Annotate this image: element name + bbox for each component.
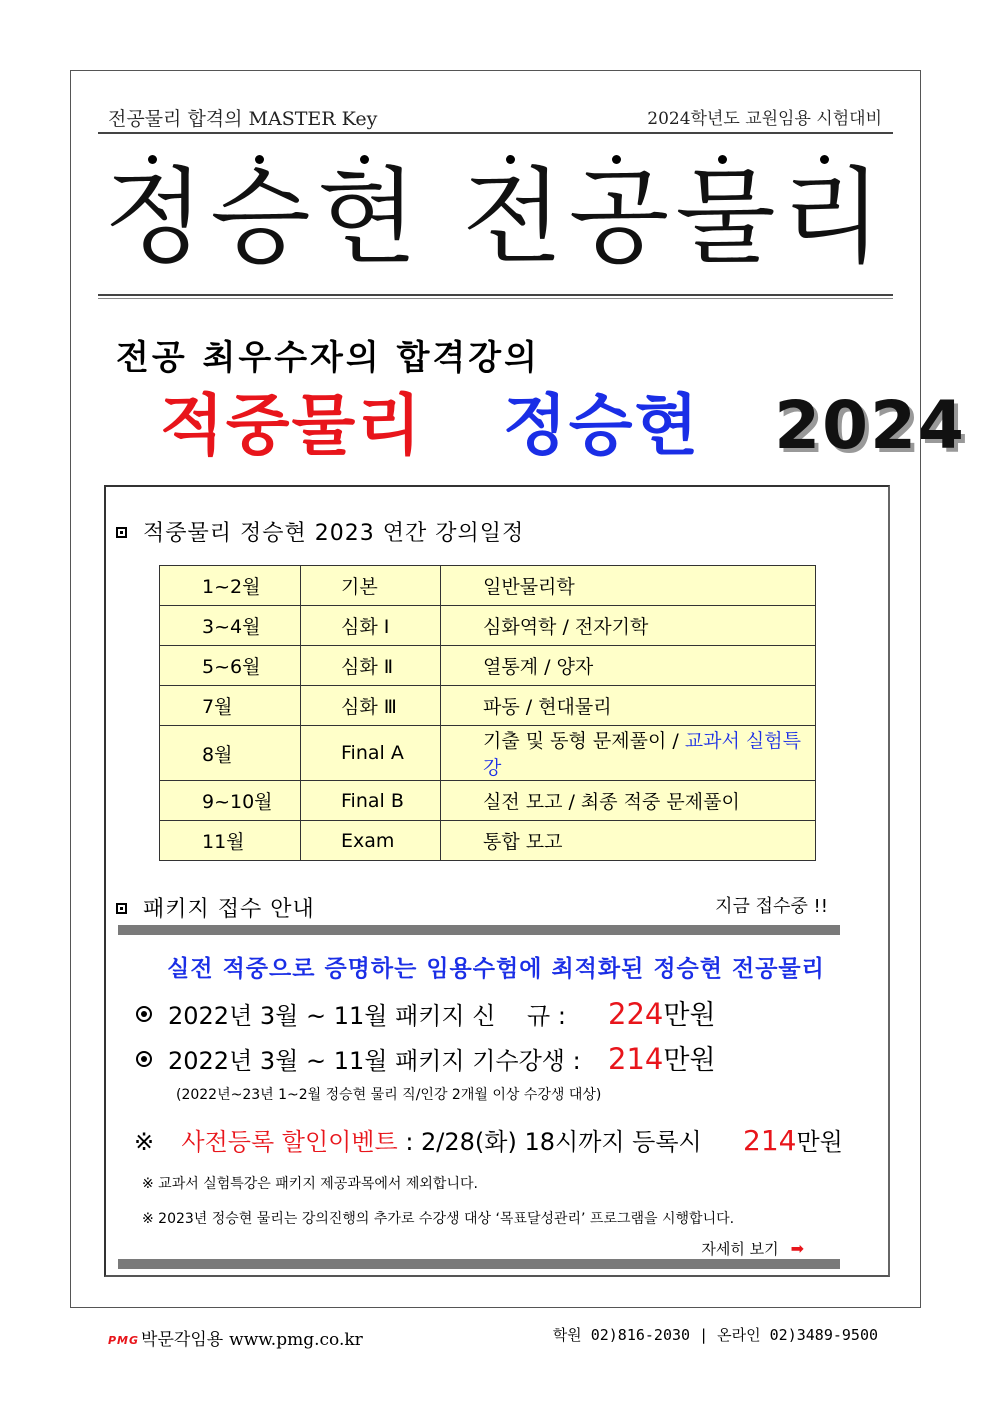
square-bullet-icon <box>116 903 127 914</box>
schedule-level: Exam <box>301 821 441 861</box>
view-details-link[interactable]: 자세히 보기 ➡ <box>701 1239 804 1258</box>
schedule-month: 7월 <box>160 686 301 726</box>
schedule-month: 9~10월 <box>160 781 301 821</box>
schedule-level: 심화 Ⅰ <box>301 606 441 646</box>
brand-name: 박문각임용 <box>141 1330 224 1350</box>
note-lab-lecture: ※ 교과서 실험특강은 패키지 제공과목에서 제외합니다. <box>142 1176 478 1192</box>
schedule-level: 심화 Ⅱ <box>301 646 441 686</box>
table-row <box>160 686 816 726</box>
package-title: 패키지 접수 안내 <box>116 892 315 923</box>
schedule-month: 11월 <box>160 821 301 861</box>
header-tagline-left: 전공물리 합격의 MASTER Key <box>108 108 378 130</box>
table-row <box>160 606 816 646</box>
schedule-month: 5~6월 <box>160 646 301 686</box>
schedule-content-text: 일반물리학 <box>483 576 575 598</box>
square-bullet-icon <box>116 527 127 538</box>
headline-year: 2024 <box>774 387 966 464</box>
schedule-content-text: 심화역학 / 전자기학 <box>483 616 649 638</box>
pmg-logo-icon: PMG <box>108 1333 140 1347</box>
schedule-level: 기본 <box>301 566 441 606</box>
hero-headline <box>160 384 966 468</box>
schedule-level: Final A <box>301 726 441 781</box>
schedule-content <box>441 781 816 821</box>
schedule-content <box>441 686 816 726</box>
hero-subtitle: 전공 최우수자의 합격강의 <box>116 338 540 378</box>
website-link[interactable]: www.pmg.co.kr <box>229 1330 363 1350</box>
schedule-content-text: 기출 및 동형 문제풀이 / <box>483 730 685 752</box>
schedule-content <box>441 726 816 781</box>
table-row <box>160 646 816 686</box>
schedule-level: Final B <box>301 781 441 821</box>
header-tagline-right: 2024학년도 교원임용 시험대비 <box>647 109 882 129</box>
headline-blue: 정승현 <box>503 387 701 464</box>
header-rule <box>98 132 893 134</box>
arrow-right-icon: ➡ <box>790 1239 804 1258</box>
divider-bar-bottom <box>118 1259 840 1269</box>
divider-bar <box>118 925 840 935</box>
schedule-table <box>159 565 816 861</box>
package-tagline: 실전 적중으로 증명하는 임용수험에 최적화된 정승현 전공물리 <box>167 956 825 982</box>
schedule-level: 심화 Ⅲ <box>301 686 441 726</box>
package-option-new-price: 224만원 <box>608 997 716 1031</box>
schedule-content <box>441 821 816 861</box>
early-title: 사전등록 할인이벤트 <box>181 1128 398 1156</box>
table-row <box>160 566 816 606</box>
early-registration: ※ 사전등록 할인이벤트 : 2/28(화) 18시까지 등록시 214만원 <box>134 1124 843 1157</box>
package-option-note: (2022년~23년 1~2월 정승현 물리 직/인강 2개월 이상 수강생 대상) <box>176 1087 602 1103</box>
schedule-content-text: 실전 모고 / 최종 적중 문제풀이 <box>483 791 740 813</box>
radio-bullet-icon <box>136 1006 152 1022</box>
package-option-returning-price: 214만원 <box>608 1042 716 1076</box>
schedule-content <box>441 646 816 686</box>
table-row <box>160 726 816 781</box>
footer-brand <box>108 1325 363 1350</box>
footer-contact: 학원 02)816-2030 | 온라인 02)3489-9500 <box>552 1326 878 1344</box>
schedule-content-text: 열통계 / 양자 <box>483 656 594 678</box>
headline-red: 적중물리 <box>160 387 424 464</box>
early-price: 214 <box>743 1124 797 1157</box>
page-title: 정승현 전공물리 <box>103 156 889 278</box>
schedule-content-text: 통합 모고 <box>483 831 563 853</box>
schedule-content-highlight: 교과서 실험특강 <box>483 730 801 779</box>
radio-bullet-icon <box>136 1051 152 1067</box>
schedule-title: 적중물리 정승현 2023 연간 강의일정 <box>116 516 524 547</box>
schedule-content <box>441 606 816 646</box>
title-rule <box>98 294 893 296</box>
package-option-new: 2022년 3월 ~ 11월 패키지 신 규 : <box>136 996 566 1031</box>
title-rule-thin <box>98 298 893 299</box>
schedule-month: 1~2월 <box>160 566 301 606</box>
schedule-month: 3~4월 <box>160 606 301 646</box>
note-goal-program: ※ 2023년 정승현 물리는 강의진행의 추가로 수강생 대상 ‘목표달성관리’ 프로그램을 시행합니다. <box>142 1211 735 1227</box>
schedule-month: 8월 <box>160 726 301 781</box>
package-option-returning: 2022년 3월 ~ 11월 패키지 기수강생 : <box>136 1041 581 1076</box>
schedule-content-text: 파동 / 현대물리 <box>483 696 612 718</box>
table-row <box>160 821 816 861</box>
schedule-content <box>441 566 816 606</box>
status-badge: 지금 접수중 !! <box>715 896 828 917</box>
table-row <box>160 781 816 821</box>
